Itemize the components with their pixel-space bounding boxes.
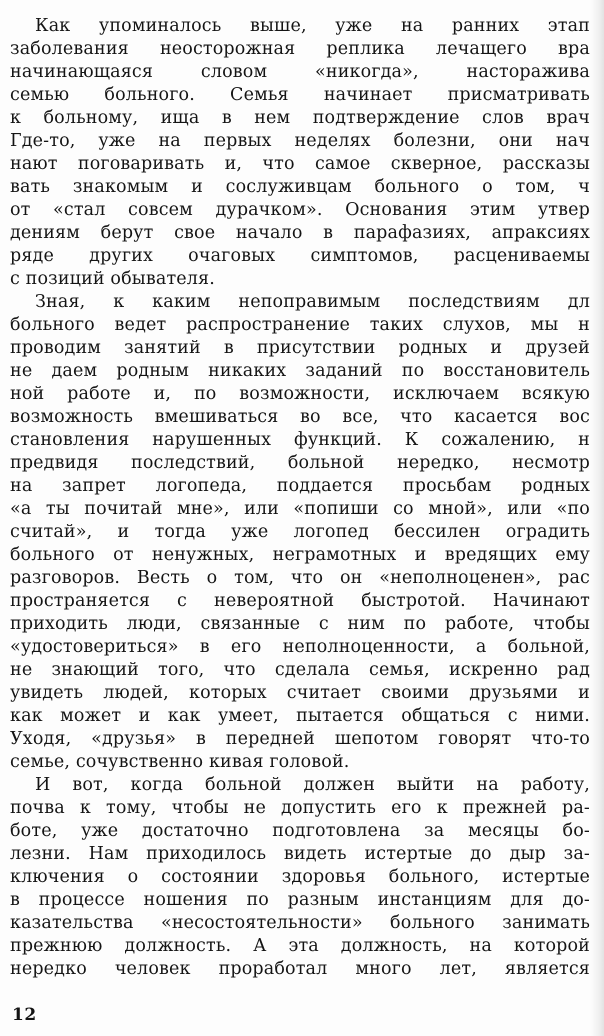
text-line: увидеть людей, которых считает своими друзьями и	[10, 683, 590, 703]
text-line: проводим занятий в присутствии родных и друзей	[10, 338, 590, 358]
text-line: больного от ненужных, неграмотных и вредящих ему	[10, 545, 590, 565]
text-line: от «стал совсем дурачком». Основания этим утвер	[10, 200, 590, 220]
text-line: лезни. Нам приходилось видеть истертые до дыр за-	[10, 844, 590, 864]
text-line: ряде других очаговых симптомов, расцениваемы	[10, 246, 590, 266]
text-line: прежнюю должность. А эта должность, на которой	[10, 936, 590, 956]
text-line: больного ведет распространение таких слухов, мы н	[10, 315, 590, 335]
text-line: приходить люди, связанные с ним по работе, чтобы	[10, 614, 590, 634]
page-number: 12	[12, 1005, 37, 1025]
text-line: боте, уже достаточно подготовлена за месяцы бо-	[10, 821, 590, 841]
text-line: Где-то, уже на первых неделях болезни, они нач	[10, 131, 590, 151]
text-line: к больному, ища в нем подтверждение слов врач	[10, 108, 590, 128]
text-line: семье, сочувственно кивая головой.	[10, 752, 350, 772]
text-line: «удостовериться» в его неполноценности, а больной,	[10, 637, 590, 657]
text-line: Уходя, «друзья» в передней шепотом говорят что-то	[10, 729, 590, 749]
text-line: разговоров. Весть о том, что он «неполноценен», рас	[10, 568, 590, 588]
page-edge-shadow	[590, 0, 604, 1036]
text-line: Как упоминалось выше, уже на ранних этап	[35, 16, 590, 36]
text-line: считай», и тогда уже логопед бессилен оградить	[10, 522, 590, 542]
text-line: почва к тому, чтобы не допустить его к прежней ра-	[10, 798, 590, 818]
text-line: в процессе ношения по разным инстанциям для до-	[10, 890, 590, 910]
text-line: как может и как умеет, пытается общаться с ними.	[10, 706, 590, 726]
text-line: Зная, к каким непоправимым последствиям дл	[35, 292, 590, 312]
text-line: казательства «несостоятельности» больного занимать	[10, 913, 590, 933]
text-line: не знающий того, что сделала семья, искренно рад	[10, 660, 590, 680]
text-line: становления нарушенных функций. К сожалению, н	[10, 430, 590, 450]
text-line: нают поговаривать и, что самое скверное, рассказы	[10, 154, 590, 174]
text-line: с позиций обывателя.	[10, 269, 215, 289]
text-line: предвидя последствий, больной нередко, несмотр	[10, 453, 590, 473]
text-line: ключения о состоянии здоровья больного, истертые	[10, 867, 590, 887]
text-line: дениям берут свое начало в парафазиях, апраксиях	[10, 223, 590, 243]
text-line: ной работе и, по возможности, исключаем всякую	[10, 384, 590, 404]
text-line: не даем родным никаких заданий по восстановитель	[10, 361, 590, 381]
text-line: начинающаяся словом «никогда», насторажива	[10, 62, 590, 82]
text-line: «а ты почитай мне», или «попиши со мной», или «по	[10, 499, 590, 519]
text-line: на запрет логопеда, поддается просьбам родных	[10, 476, 590, 496]
text-line: возможность вмешиваться во все, что касается вос	[10, 407, 590, 427]
text-line: пространяется с невероятной быстротой. Начинают	[10, 591, 590, 611]
text-line: семью больного. Семья начинает присматривать	[10, 85, 590, 105]
text-line: нередко человек проработал много лет, является	[10, 959, 590, 979]
text-line: вать знакомым и сослуживцам больного о том, ч	[10, 177, 590, 197]
text-line: И вот, когда больной должен выйти на работу,	[35, 775, 590, 795]
text-line: заболевания неосторожная реплика лечащего вра	[10, 39, 590, 59]
